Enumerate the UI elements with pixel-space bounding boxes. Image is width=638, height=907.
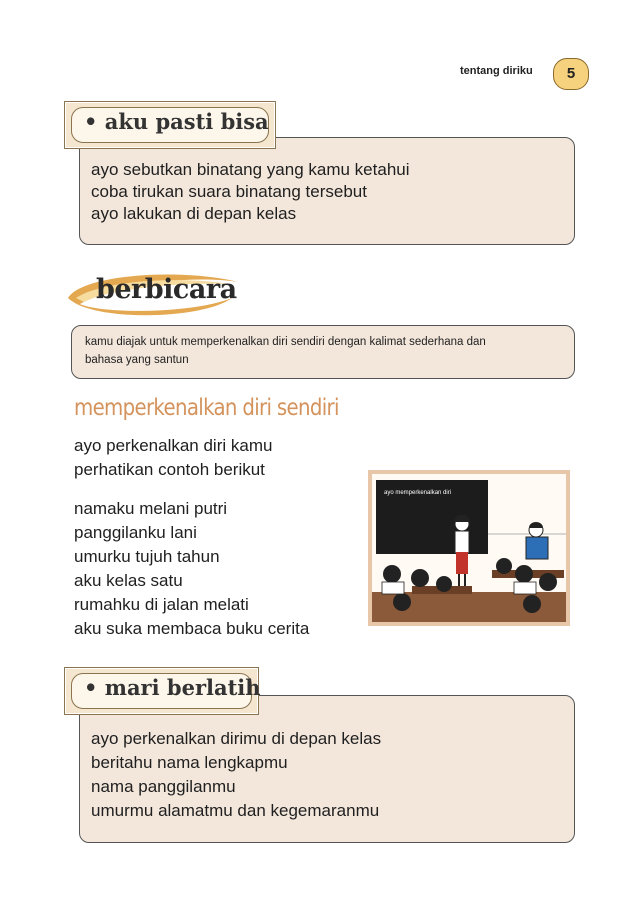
berbicara-title: berbicara: [96, 274, 237, 305]
example-line: aku kelas satu: [74, 571, 183, 590]
example-list: [74, 497, 309, 641]
instruction-line: perhatikan contoh berikut: [74, 460, 265, 479]
example-line: namaku melani putri: [74, 499, 228, 518]
section1-tab: [64, 101, 276, 149]
instructions: [74, 434, 272, 482]
section1-text: [91, 159, 410, 225]
classroom-drawing-icon: [372, 474, 566, 622]
example-line: aku suka membaca buku cerita: [74, 619, 310, 638]
intro-line: kamu diajak untuk memperkenalkan diri sendiri dengan kalimat sederhana dan: [85, 336, 486, 348]
section3-line: beritahu nama lengkapmu: [91, 753, 288, 772]
section1-line: coba tirukan suara binatang tersebut: [91, 182, 367, 201]
section3-tab: [64, 667, 259, 715]
section3-text: [91, 727, 381, 823]
section3-line: umurmu alamatmu dan kegemaranmu: [91, 801, 380, 820]
section1-title: • aku pasti bisa: [71, 107, 269, 143]
section3-title: • mari berlatih: [71, 673, 252, 709]
instruction-line: ayo perkenalkan diri kamu: [74, 436, 273, 455]
section1-line: ayo sebutkan binatang yang kamu ketahui: [91, 160, 410, 179]
example-line: panggilanku lani: [74, 523, 197, 542]
section1-box: [79, 137, 575, 245]
example-line: umurku tujuh tahun: [74, 547, 220, 566]
section3-box: [79, 695, 575, 843]
board-text: ayo memperkenalkan diri: [384, 490, 452, 496]
section3-line: ayo perkenalkan dirimu di depan kelas: [91, 729, 382, 748]
example-line: rumahku di jalan melati: [74, 595, 249, 614]
intro-text: [85, 333, 486, 369]
intro-box: [71, 325, 575, 379]
subheading: memperkenalkan diri sendiri: [74, 395, 339, 421]
section1-line: ayo lakukan di depan kelas: [91, 204, 297, 223]
intro-line: bahasa yang santun: [85, 354, 189, 366]
classroom-illustration: [368, 470, 570, 626]
section3-line: nama panggilanmu: [91, 777, 236, 796]
running-header: tentang diriku: [460, 65, 533, 77]
page-number-badge: 5: [553, 58, 589, 90]
